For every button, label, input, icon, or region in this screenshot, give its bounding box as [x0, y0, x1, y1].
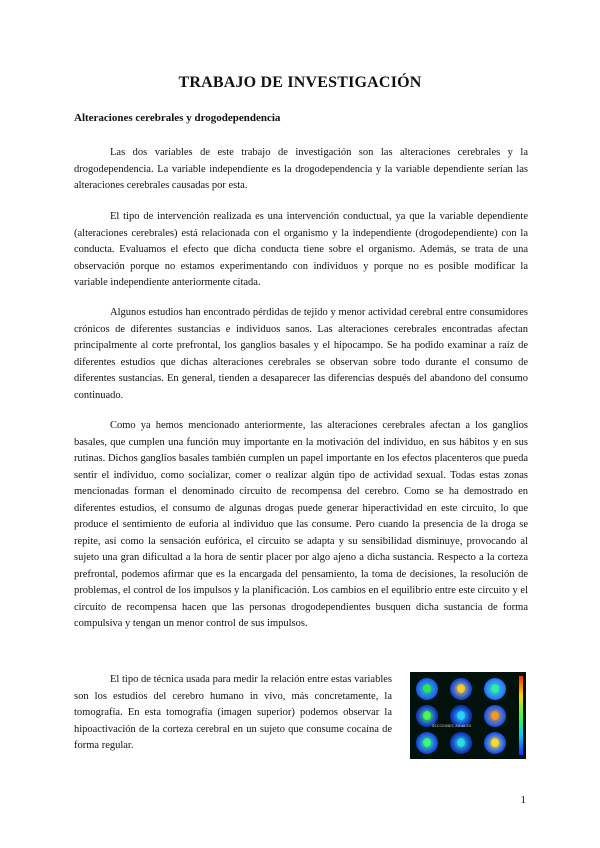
brain-scan-slice: [450, 732, 472, 754]
brain-tomography-image: [410, 672, 526, 759]
brain-scan-hotspot: [491, 711, 499, 720]
brain-scan-hotspot: [423, 711, 431, 720]
brain-scan-slice: [484, 678, 506, 700]
brain-scan-slice: [484, 732, 506, 754]
brain-scan-slice: [416, 732, 438, 754]
paragraph-5: El tipo de técnica usada para medir la relación entre estas variables son los estudios del cerebro humano in vivo, más concretamente, la tomografía. En esta tomografía (imagen superior) podemos observar la hipoactivación de la corteza cerebral en un sujeto que consume cocaína de forma regular.: [74, 674, 392, 751]
brain-scan-slice: [416, 678, 438, 700]
brain-scan-slice: [450, 678, 472, 700]
brain-scan-hotspot: [423, 684, 431, 693]
brain-scan-hotspot: [491, 738, 499, 747]
paragraph-4: Como ya hemos mencionado anteriormente, las alteraciones cerebrales afectan a los ganglios basales, que cumplen una función muy importante en la motivación del individuo, en sus hábitos y en sus rutinas. Dichos ganglios basales también cumplen un papel importante en los efectos placenteros que pueda sentir el individuo, como socializar, comer o realizar algún tipo de actividad sexual. Todas estas zonas mencionadas forman el denominado circuito de recompensa del cerebro. Como se ha demostrado en diferentes estudios, el consumo de algunas drogas puede generar hiperactividad en este circuito, lo que produce el sentimiento de euforia al individuo que las consume. Pero cuando la presencia de la droga se repite, así como la sensación eufórica, el circuito se adapta y su sensibilidad disminuye, provocando al sujeto una gran dificultad a la hora de sentir placer por algo ajeno a dicha sustancia. Respecto a la corteza prefrontal, podemos afirmar que es la encargada del pensamiento, la toma de decisiones, la resolución de problemas, el control de los impulsos y la planificación. Los cambios en el equilibrio entre este circuito y el circuito de recompensa hacen que las personas drogodependientes busquen dicha sustancia de forma compulsiva y tengan un menor control de sus impulsos.: [74, 420, 528, 629]
brain-scan-slice: [484, 705, 506, 727]
document-title: TRABAJO DE INVESTIGACIÓN: [178, 74, 422, 91]
paragraph-1: Las dos variables de este trabajo de investigación son las alteraciones cerebrales y la drogodependencia. La variable independiente es la drogodependencia y la variable dependiente serían las alteraciones cerebrales causadas por esta.: [74, 147, 528, 191]
paragraph-3: Algunos estudios han encontrado pérdidas de tejido y menor actividad cerebral entre consumidores crónicos de diferentes sustancias e individuos sanos. Las alteraciones cerebrales encontradas afectan principalmente al corte prefrontal, los ganglios basales y el hipocampo. Se ha podido examinar a raíz de diferentes estudios que dichas alteraciones cerebrales se observan sobre todo durante el consumo de diferentes sustancias. En general, tienden a desaparecer las diferencias después del abandono del consumo continuado.: [74, 307, 528, 401]
figure-caption: SECCIONES AXIALES: [432, 724, 472, 728]
brain-scan-hotspot: [457, 711, 465, 720]
brain-scan-hotspot: [457, 684, 465, 693]
color-scale-bar: [519, 676, 523, 755]
page-number: 1: [520, 794, 526, 806]
paragraph-2: El tipo de intervención realizada es una intervención conductual, ya que la variable dependiente (alteraciones cerebrales) está relacionada con el organismo y la independiente (drogodependiente) con la conducta. Evaluamos el efecto que dicha conducta tiene sobre el organismo. Además, se trata de una observación porque no estamos experimentando con individuos y porque no es posible modificar la variable independiente anteriormente citada.: [74, 211, 528, 288]
brain-scan-hotspot: [423, 738, 431, 747]
brain-scan-hotspot: [491, 684, 499, 693]
brain-scan-hotspot: [457, 738, 465, 747]
section-subtitle: Alteraciones cerebrales y drogodependencia: [74, 112, 281, 124]
